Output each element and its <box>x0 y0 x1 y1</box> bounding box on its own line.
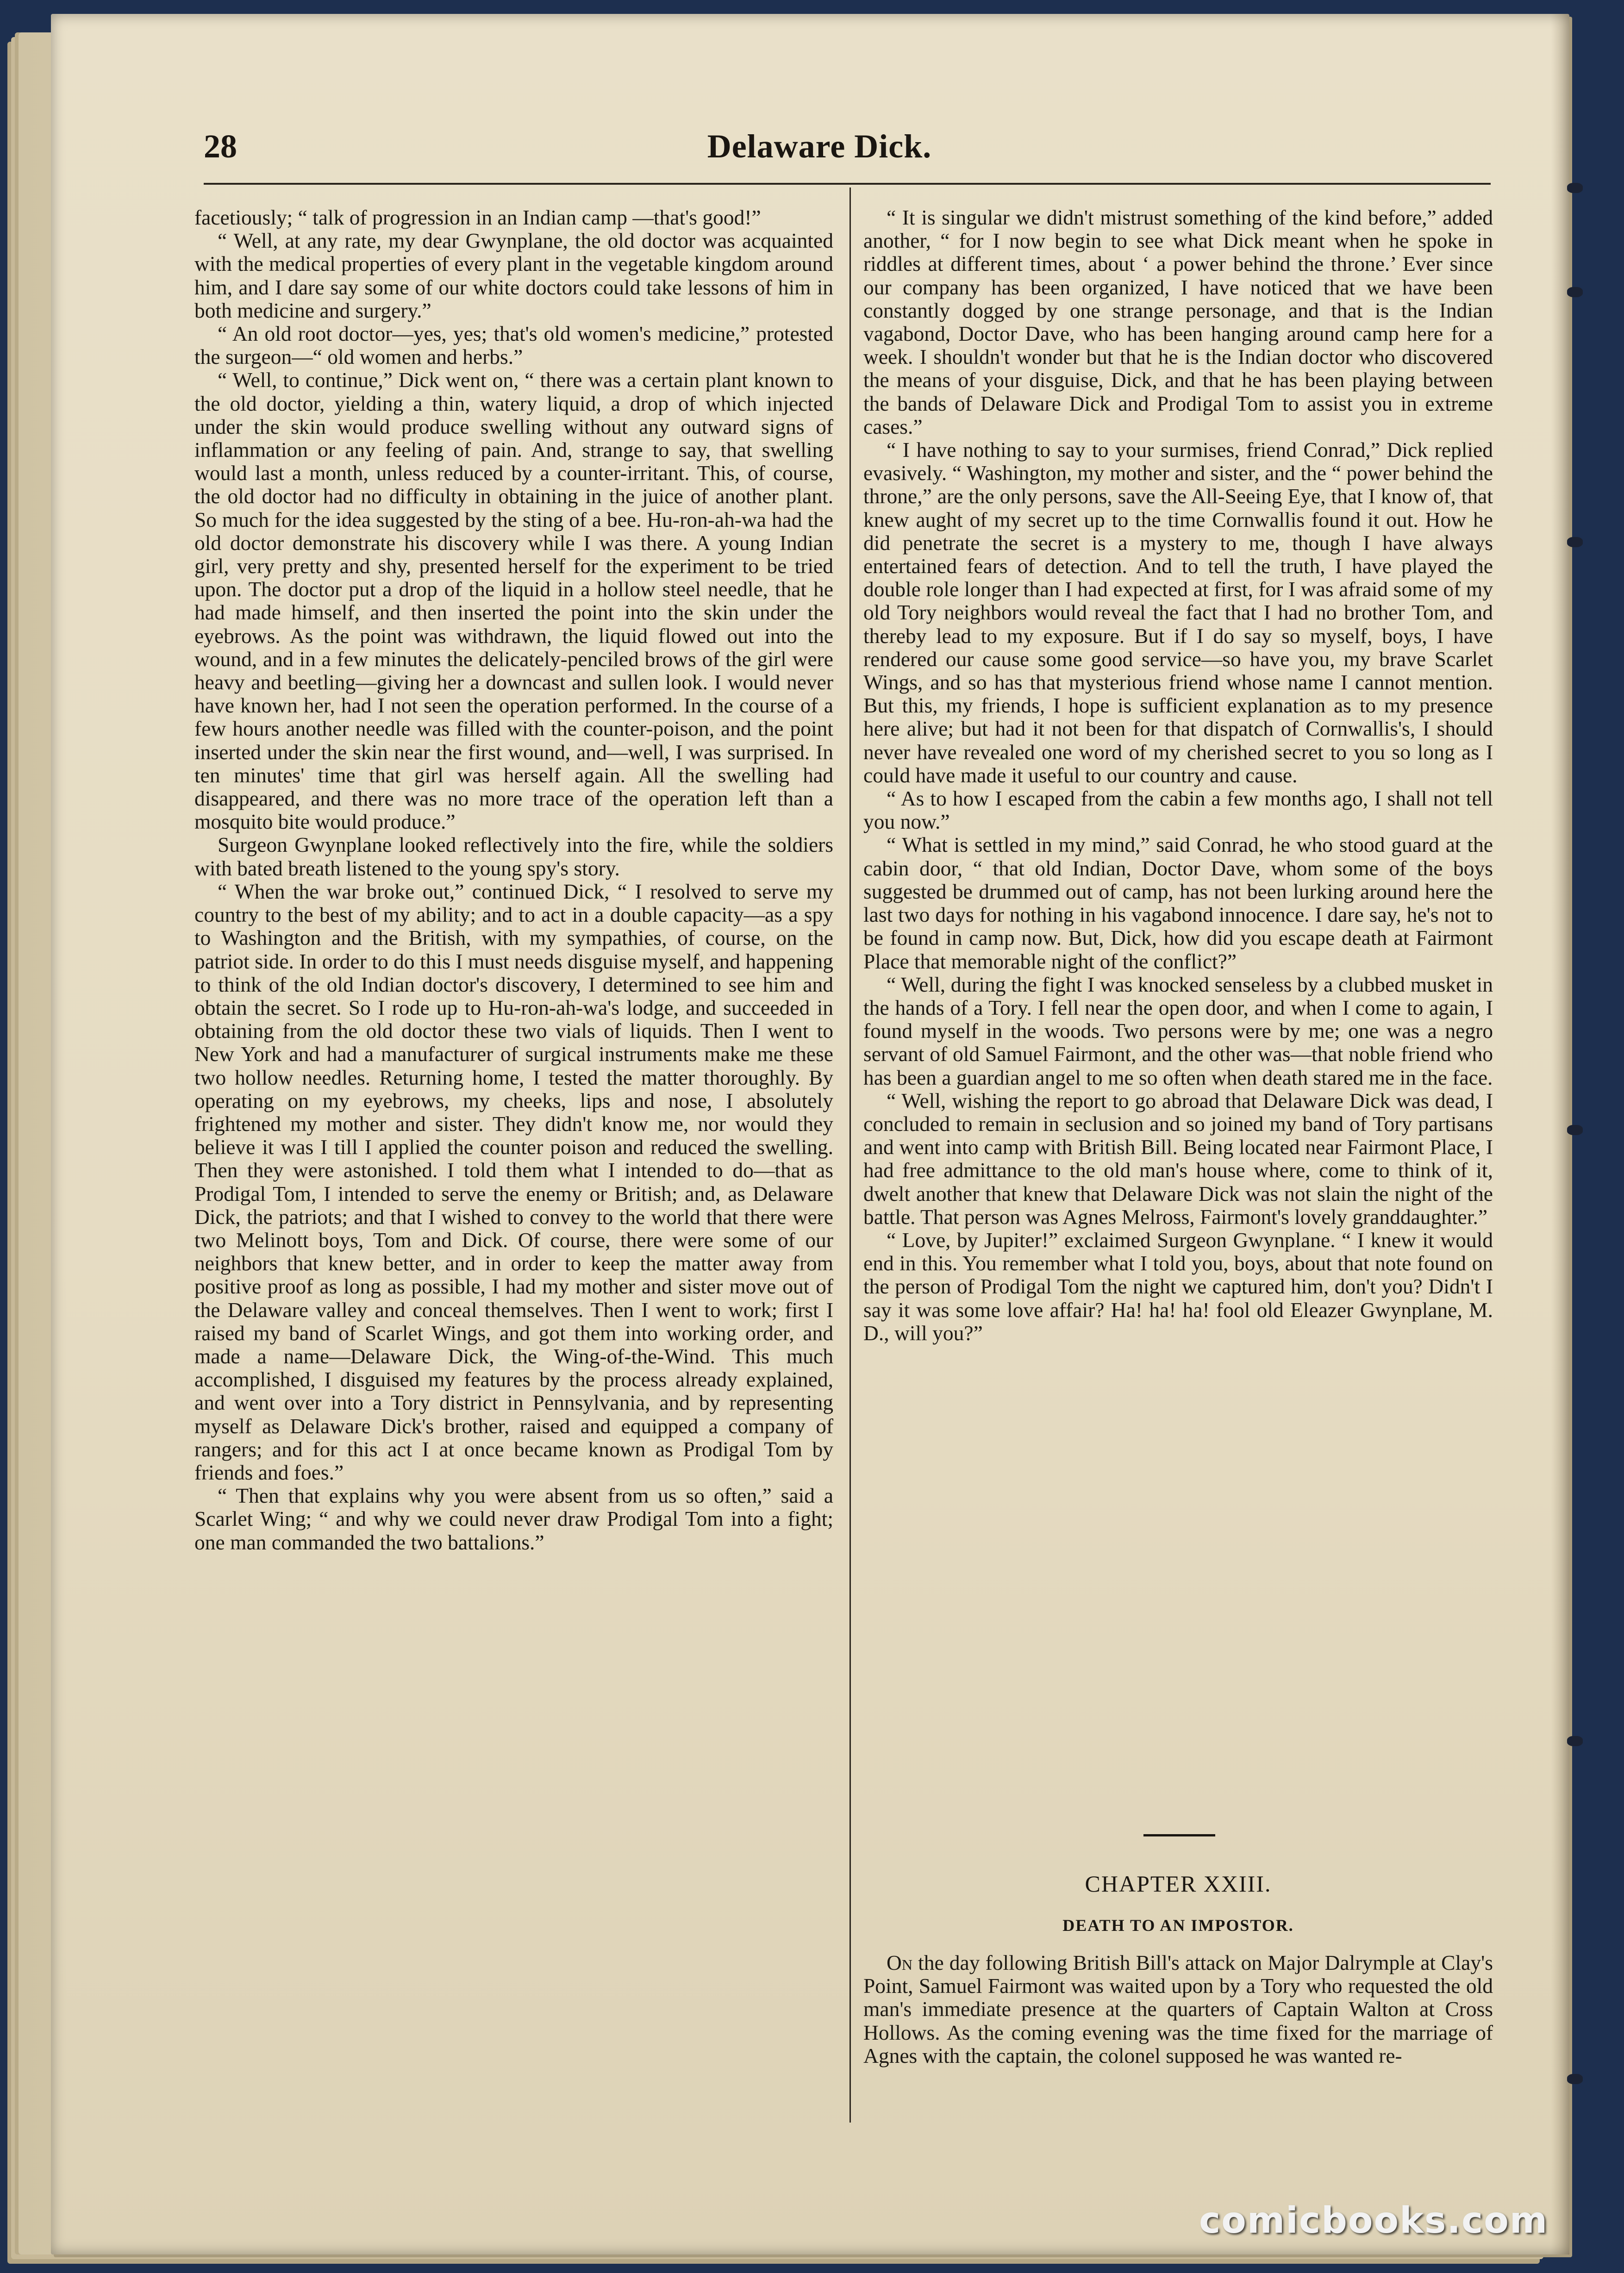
chapter-body <box>863 1951 1493 2067</box>
left-column <box>194 206 833 1554</box>
binding-hole <box>1567 2074 1583 2084</box>
paragraph: “ An old root doctor—yes, yes; that's old women's medicine,” protested the surgeon—“ old women and herbs.” <box>194 322 833 369</box>
running-title: Delaware Dick. <box>707 128 932 165</box>
page-number: 28 <box>204 128 237 165</box>
chapter-body-text: the day following British Bill's attack on Major Dalrymple at Clay's Point, Samuel Fairmont was waited upon by a Tory who requested the old man's immediate presence at the quarters of Captain Walton at Cross Hollows. As the coming evening was the time fixed for the marriage of Agnes with the captain, the colonel supposed he was wanted re- <box>863 1951 1493 2067</box>
watermark: comicbooks.com <box>1199 2200 1549 2242</box>
column-divider <box>849 187 851 2123</box>
chapter-subtitle: DEATH TO AN IMPOSTOR. <box>1062 1916 1294 1935</box>
binding-hole <box>1567 287 1583 297</box>
paragraph: “ Then that explains why you were absent from us so often,” said a Scarlet Wing; “ and why we could never draw Prodigal Tom into a fight; one man commanded the two battalions.” <box>194 1484 833 1554</box>
binding-hole <box>1567 183 1583 193</box>
paragraph: “ Well, wishing the report to go abroad that Delaware Dick was dead, I concluded to remain in seclusion and so joined my band of Tory partisans and went into camp with British Bill. Being located near Fairmont Place, I had free admittance to the old man's house where, come to think of it, dwelt another that knew that Delaware Dick was not slain the night of the battle. That person was Agnes Melross, Fairmont's lovely granddaughter.” <box>863 1088 1493 1229</box>
binding-holes <box>1562 0 1599 2273</box>
binding-hole <box>1567 1736 1583 1746</box>
header-rule <box>204 183 1491 185</box>
paragraph: Surgeon Gwynplane looked reflectively into the fire, while the soldiers with bated breath listened to the young spy's story. <box>194 833 833 880</box>
paragraph: “ What is settled in my mind,” said Conrad, he who stood guard at the cabin door, “ that old Indian, Doctor Dave, whom some of the boys suggested be drummed out of camp, has not been lurking around here the last two days for nothing in his vagabond innocence. I dare say, he's not to be found in camp now. But, Dick, how did you escape death at Fairmont Place that memorable night of the conflict?” <box>863 833 1493 973</box>
paragraph: “ It is singular we didn't mistrust something of the kind before,” added another, “ for I now begin to see what Dick meant when he spoke in riddles at different times, about ‘ a power behind the throne.’ Ever since our company has been organized, I have noticed that we have been constantly dogged by one strange personage, and that is the Indian vagabond, Doctor Dave, who has been hanging around camp here for a week. I shouldn't wonder but that he is the Indian doctor who discovered the means of your disguise, Dick, and that he has been playing between the bands of Delaware Dick and Prodigal Tom to assist you in extreme cases.” <box>863 206 1493 438</box>
paragraph: “ Well, during the fight I was knocked senseless by a clubbed musket in the hands of a Tory. I fell near the open door, and when I come to again, I found myself in the woods. Two persons were by me; one was a negro servant of old Samuel Fairmont, and the other was—that noble friend who has been a guardian angel to me so often when death stared me in the face. <box>863 972 1493 1089</box>
paragraph: “ When the war broke out,” continued Dick, “ I resolved to serve my country to the best of my ability; and to act in a double capacity—as a spy to Washington and the British, with my sympathies, of course, on the patriot side. In order to do this I must needs disguise myself, and happening to think of the old Indian doctor's discovery, I determined to see him and obtain the secret. So I rode up to Hu-ron-ah-wa's lodge, and succeeded in obtaining from the old doctor these two vials of liquids. Then I went to New York and had a manufacturer of surgical instruments make me these two hollow needles. Returning home, I tested the matter thoroughly. By operating on my eyebrows, my cheeks, lips and nose, I absolutely frightened my mother and sister. They didn't know me, nor would they believe it was I till I applied the counter poison and reduced the swelling. Then they were astonished. I told them what I intended to do—that as Prodigal Tom, I intended to serve the enemy or British; and, as Delaware Dick, the patriots; and that I wished to convey to the world that there were two Melinott boys, Tom and Dick. Of course, there were some of our neighbors that knew better, and in order to keep the matter away from positive proof as long as possible, I had my mother and sister move out of the Delaware valley and conceal themselves. Then I went to work; first I raised my band of Scarlet Wings, and got them into working order, and made a name—Delaware Dick, the Wing-of-the-Wind. This much accomplished, I disguised my features by the process already explained, and went over into a Tory district in Pennsylvania, and by representing myself as Delaware Dick's brother, raised and equipped a company of rangers; and for this act I at once became known as Prodigal Tom by friends and foes.” <box>194 879 833 1484</box>
chapter-opening-paragraph <box>863 1951 1493 2067</box>
paragraph: “ Well, at any rate, my dear Gwynplane, the old doctor was acquainted with the medical properties of every plant in the vegetable kingdom around him, and I dare say some of our white doctors could take lessons of him in both medicine and surgery.” <box>194 229 833 322</box>
binding-hole <box>1567 537 1583 547</box>
paragraph: “ Love, by Jupiter!” exclaimed Surgeon Gwynplane. “ I knew it would end in this. You remember what I told you, boys, about that note found on the person of Prodigal Tom the night we captured him, don't you? Didn't I say it was some love affair? Ha! ha! ha! fool old Eleazer Gwynplane, M. D., will you?” <box>863 1228 1493 1345</box>
paragraph: “ Well, to continue,” Dick went on, “ there was a certain plant known to the old doctor, yielding a thin, watery liquid, a drop of which injected under the skin would produce swelling without any outward signs of inflammation or any feeling of pain. And, strange to say, that swelling would last a month, unless reduced by a counter-irritant. This, of course, the old doctor had no difficulty in obtaining in the juice of another plant. So much for the idea suggested by the sting of a bee. Hu-ron-ah-wa had the old doctor demonstrate his discovery while I was there. A young Indian girl, very pretty and shy, presented herself for the experiment to be tried upon. The doctor put a drop of the liquid in a hollow steel needle, that he had made himself, and then inserted the point into the skin under the eyebrows. As the point was withdrawn, the liquid flowed out into the wound, and in a few minutes the delicately-penciled brows of the girl were heavy and beetling—giving her a downcast and sullen look. I would never have known her, had I not seen the operation performed. In the course of a few hours another needle was filled with the counter-poison, and the point inserted under the skin near the first wound, and—well, I was surprised. In ten minutes' time that girl was herself again. All the swelling had disappeared, and there was no more trace of the operation left than a mosquito bite would produce.” <box>194 368 833 834</box>
chapter-title: CHAPTER XXIII. <box>1085 1871 1272 1897</box>
paragraph: “ I have nothing to say to your surmises, friend Conrad,” Dick replied evasively. “ Washington, my mother and sister, and the “ power behind the throne,” are the only persons, save the All-Seeing Eye, that I know of, that knew aught of my secret up to the time Cornwallis found it out. How he did penetrate the secret is a mystery to me, though I have always entertained fears of detection. And to tell the truth, I have played the double role longer than I had expected at first, for I was afraid some of my old Tory neighbors would reveal the fact that I had no brother Tom, and thereby lead to my exposure. But if I do say so myself, boys, I have rendered our cause some good service—so have you, my brave Scarlet Wings, and so has that mysterious friend whose name I cannot mention. But this, my friends, I hope is sufficient explanation as to my presence here alive; but had it not been for that dispatch of Cornwallis's, I should never have revealed one word of my cherished secret to you so long as I could have made it useful to our country and cause. <box>863 438 1493 787</box>
binding-hole <box>1567 1125 1583 1135</box>
paragraph: facetiously; “ talk of progression in an Indian camp —that's good!” <box>194 206 761 229</box>
right-column <box>863 206 1493 1345</box>
paragraph: “ As to how I escaped from the cabin a few months ago, I shall not tell you now.” <box>863 787 1493 834</box>
chapter-separator-rule <box>1143 1834 1215 1836</box>
lead-in-word: On <box>887 1951 912 1974</box>
page-header <box>148 127 1491 169</box>
